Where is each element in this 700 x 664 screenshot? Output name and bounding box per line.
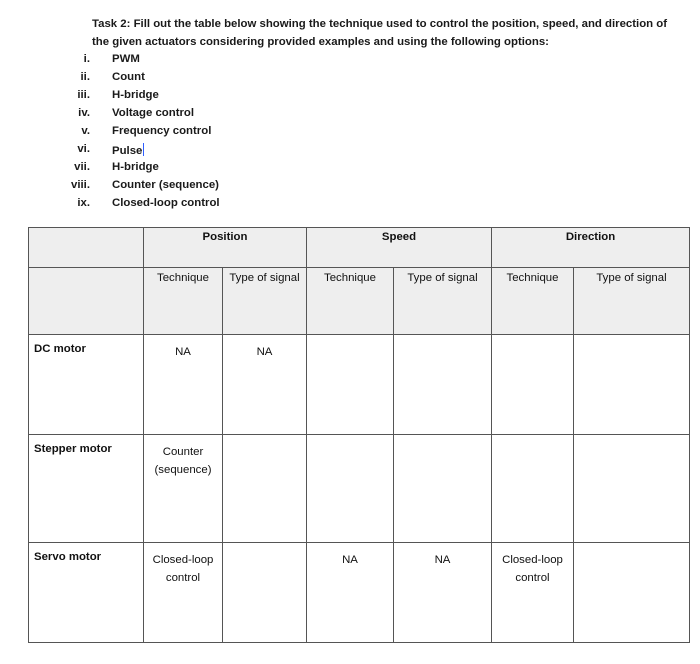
option-label: Count [112, 71, 145, 83]
table-cell[interactable] [574, 335, 690, 435]
header-position: Position [144, 228, 307, 268]
table-cell[interactable]: NA [223, 335, 307, 435]
table-cell[interactable]: NA [394, 543, 492, 643]
table-cell[interactable]: Closed-loop control [492, 543, 574, 643]
table-cell[interactable]: NA [144, 335, 223, 435]
header-direction: Direction [492, 228, 690, 268]
table-cell[interactable] [574, 543, 690, 643]
row-label: Servo motor [29, 543, 144, 643]
subheader-row [29, 268, 690, 335]
task-text: Task 2: Fill out the table below showing the technique used to control the position, speed, and direction of the given actuators considering provided examples and using the following options: [92, 18, 668, 48]
list-item [0, 197, 300, 215]
row-label: DC motor [29, 335, 144, 435]
option-label-editing[interactable] [112, 143, 144, 157]
table-cell[interactable] [307, 435, 394, 543]
subheader-cell: Technique [492, 268, 574, 335]
subheader-cell: Technique [307, 268, 394, 335]
table-row [29, 335, 690, 435]
list-item [0, 179, 300, 197]
option-label: H-bridge [112, 161, 159, 173]
list-item [0, 161, 300, 179]
corner-cell [29, 268, 144, 335]
list-item [0, 71, 300, 89]
option-number: ix. [77, 197, 90, 209]
options-list [0, 53, 300, 215]
option-label: Voltage control [112, 107, 195, 119]
subheader-cell: Type of signal [223, 268, 307, 335]
option-number: iv. [78, 107, 90, 119]
option-number: v. [81, 125, 90, 137]
table-cell[interactable] [492, 435, 574, 543]
text-cursor [143, 143, 144, 156]
table-cell[interactable]: Closed-loop control [144, 543, 223, 643]
corner-cell [29, 228, 144, 268]
option-label: Closed-loop control [112, 197, 220, 209]
option-number: iii. [77, 89, 90, 101]
table-row [29, 543, 690, 643]
table-cell[interactable] [492, 335, 574, 435]
table-cell[interactable] [223, 435, 307, 543]
list-item [0, 89, 300, 107]
subheader-cell: Type of signal [574, 268, 690, 335]
option-label: Counter (sequence) [112, 179, 219, 191]
subheader-cell: Technique [144, 268, 223, 335]
table-cell[interactable] [394, 435, 492, 543]
list-item [0, 53, 300, 71]
section-header-row [29, 228, 690, 268]
option-number: vii. [74, 161, 90, 173]
option-number: viii. [71, 179, 90, 191]
actuator-table [28, 227, 690, 643]
header-speed: Speed [307, 228, 492, 268]
list-item [0, 107, 300, 125]
subheader-cell: Type of signal [394, 268, 492, 335]
table-cell[interactable]: Counter (sequence) [144, 435, 223, 543]
option-number: ii. [80, 71, 90, 83]
table-cell[interactable]: NA [307, 543, 394, 643]
table-cell[interactable] [574, 435, 690, 543]
table-cell[interactable] [394, 335, 492, 435]
list-item[interactable] [0, 143, 300, 161]
option-number: i. [83, 53, 90, 65]
table-cell[interactable] [307, 335, 394, 435]
option-label: PWM [112, 53, 140, 65]
row-label: Stepper motor [29, 435, 144, 543]
option-number: vi. [77, 143, 90, 155]
task-instructions [92, 15, 682, 51]
table-row [29, 435, 690, 543]
option-label: Frequency control [112, 125, 212, 137]
table-cell[interactable] [223, 543, 307, 643]
option-label[interactable]: Pulse [112, 145, 143, 157]
option-label: H-bridge [112, 89, 159, 101]
list-item [0, 125, 300, 143]
